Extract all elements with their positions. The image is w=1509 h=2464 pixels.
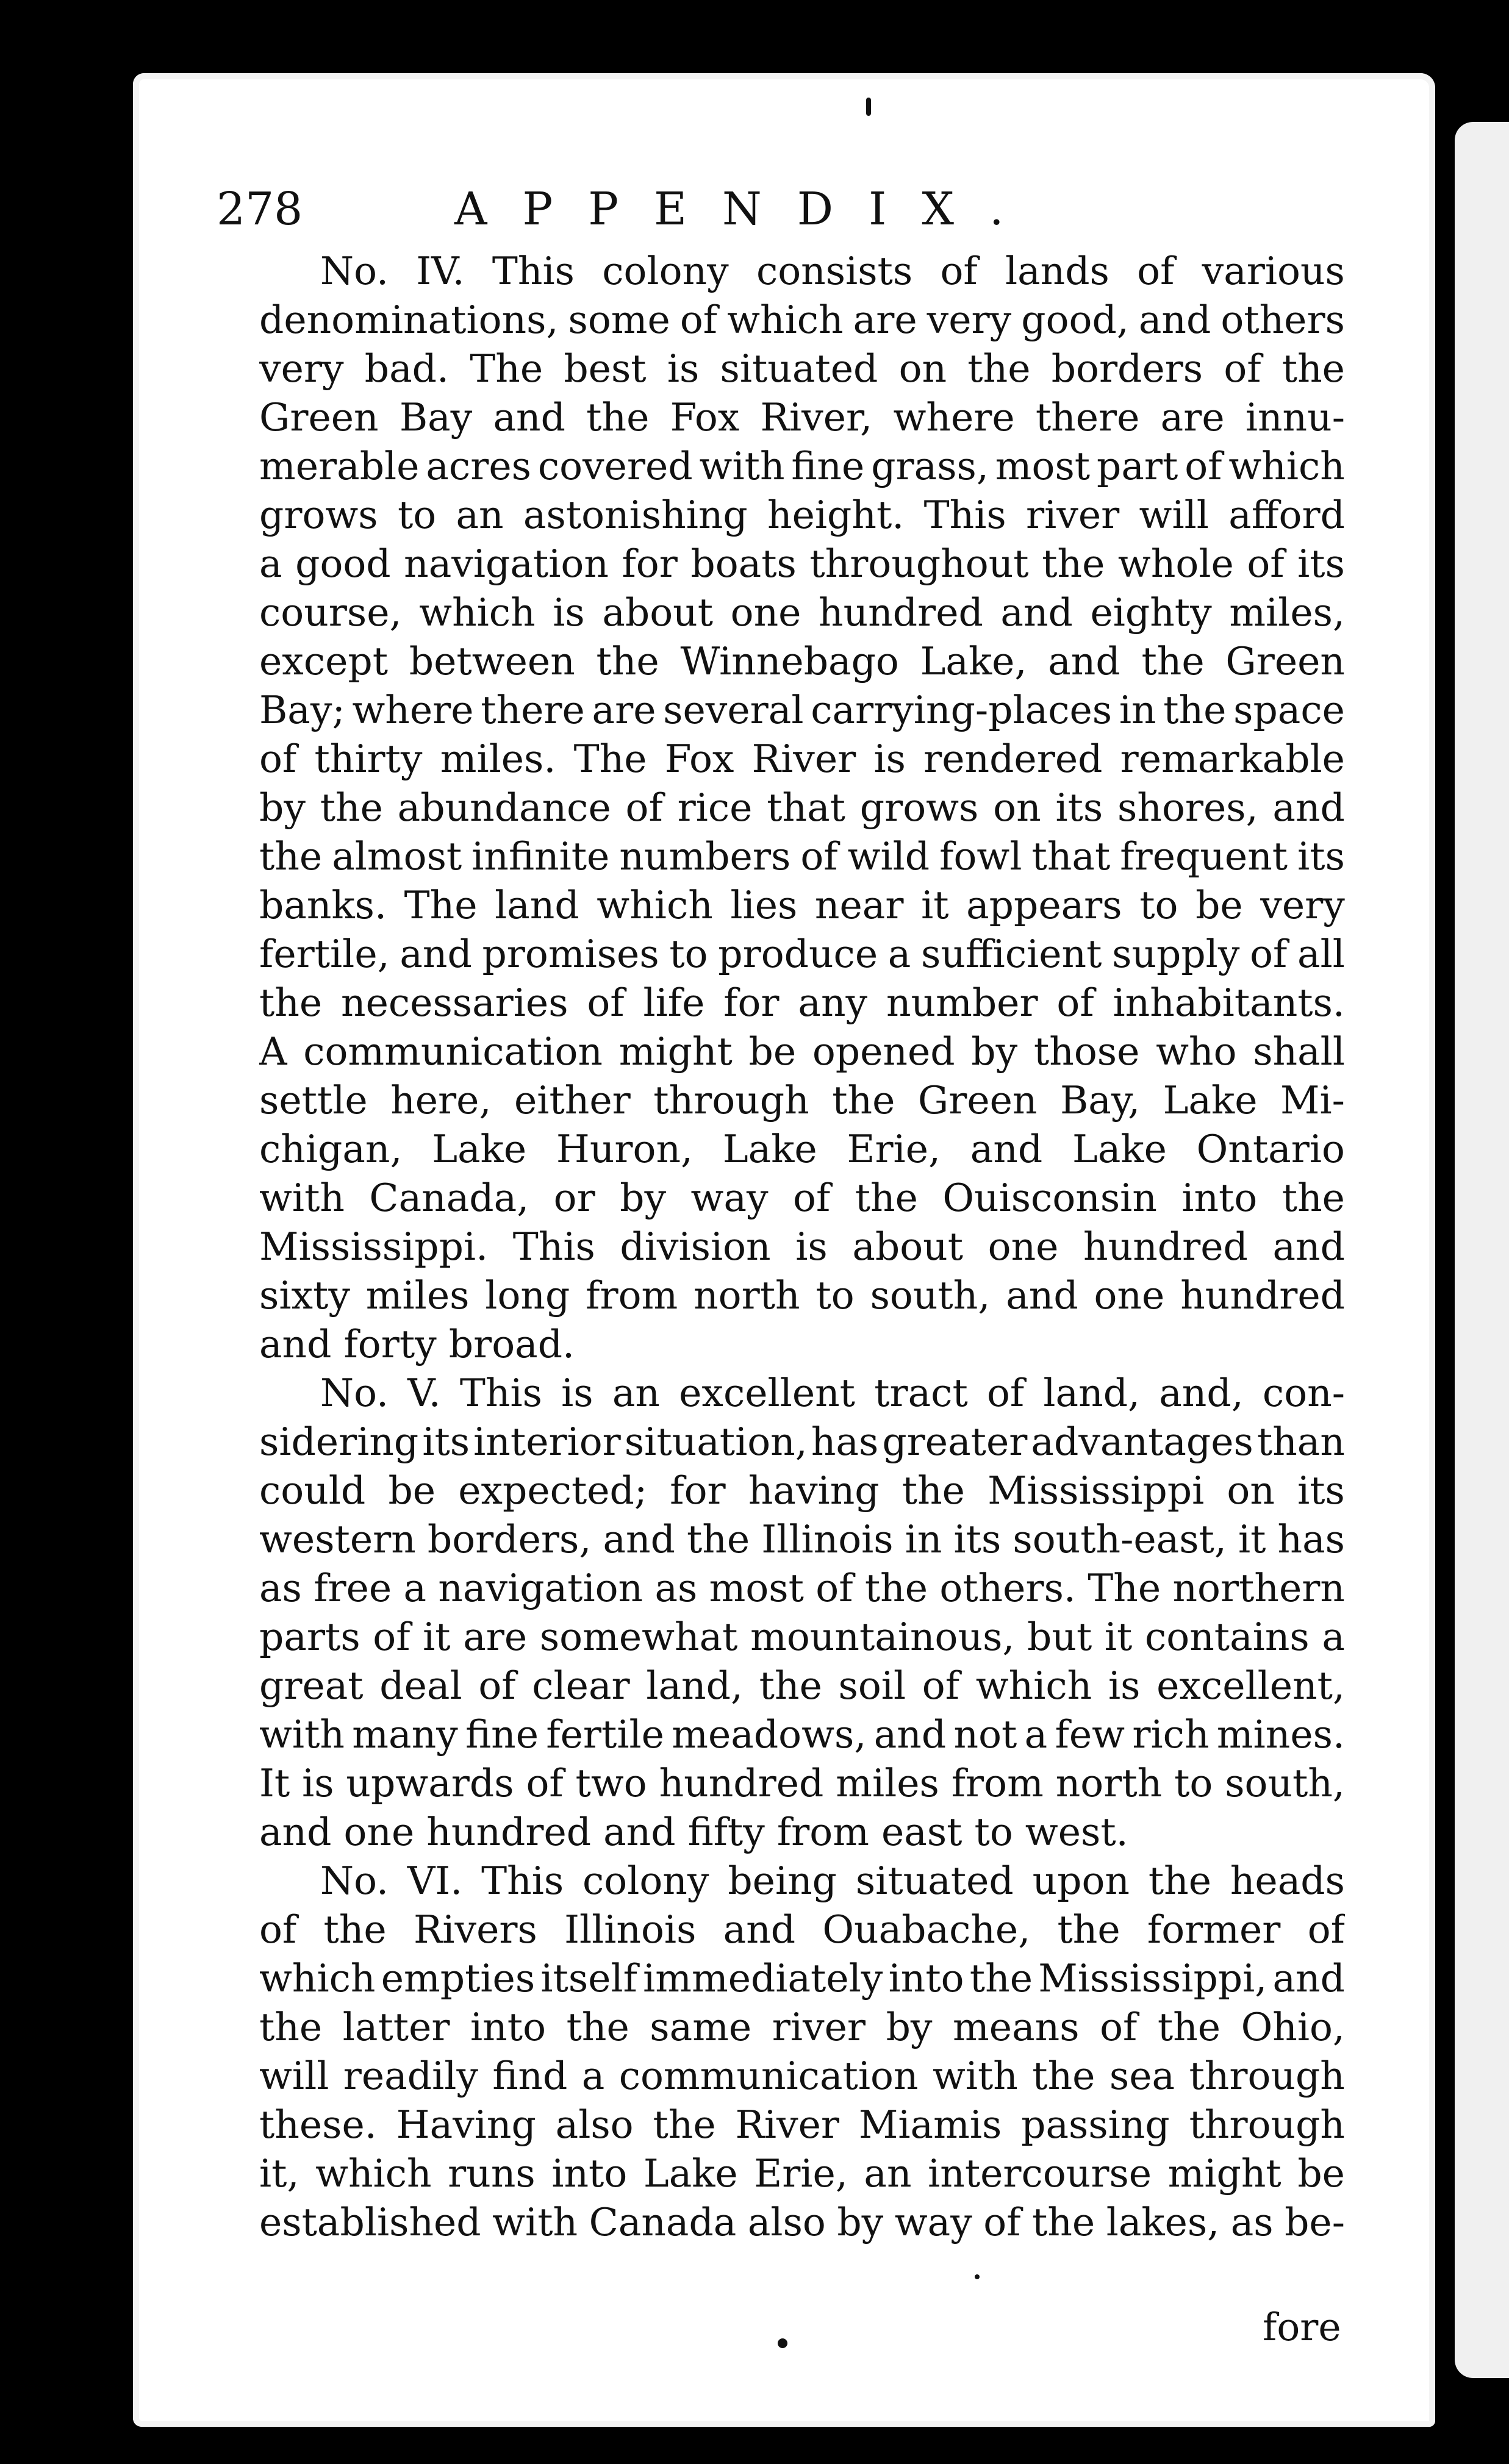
- text-line: No. V. This is an excellent tract of land, and, con-: [320, 1371, 1345, 1415]
- text-line: fertile, and promises to produce a sufficient supply of all: [259, 932, 1345, 976]
- text-line: with Canada, or by way of the Ouisconsin into the: [259, 1176, 1345, 1220]
- ink-speck: [866, 98, 871, 116]
- text-line: western borders, and the Illinois in its south-east, it has: [259, 1517, 1345, 1562]
- ink-speck: [778, 2338, 787, 2348]
- text-line: course, which is about one hundred and eighty miles,: [259, 590, 1345, 635]
- text-line: and one hundred and fifty from east to west.: [259, 1810, 1128, 1854]
- text-line: the latter into the same river by means of the Ohio,: [259, 2005, 1345, 2049]
- adjacent-page-edge: [1455, 122, 1509, 2378]
- text-line: parts of it are somewhat mountainous, but it contains a: [259, 1615, 1345, 1659]
- page-number: 278: [217, 183, 303, 235]
- text-line: Mississippi. This division is about one hundred and: [259, 1224, 1345, 1269]
- text-line: it, which runs into Lake Erie, an intercourse might be: [259, 2151, 1345, 2196]
- text-line: No. IV. This colony consists of lands of various: [320, 249, 1345, 293]
- text-line: these. Having also the River Miamis passing through: [259, 2102, 1345, 2147]
- text-line: settle here, either through the Green Bay, Lake Mi-: [259, 1078, 1345, 1123]
- text-line: as free a navigation as most of the others. The northern: [259, 1566, 1345, 1610]
- text-line: very bad. The best is situated on the borders of the: [259, 346, 1345, 391]
- text-line: chigan, Lake Huron, Lake Erie, and Lake Ontario: [259, 1127, 1345, 1171]
- text-line: merable acres covered with fine grass, most part of which: [259, 444, 1345, 488]
- text-line: could be expected; for having the Mississippi on its: [259, 1468, 1345, 1513]
- text-line: which empties itself immediately into the Mississippi, and: [259, 1956, 1345, 2001]
- body-text: [259, 247, 1345, 2247]
- catchword: fore: [1263, 2305, 1341, 2349]
- text-line: A communication might be opened by those who shall: [259, 1029, 1345, 1074]
- ink-speck: [975, 2274, 980, 2279]
- text-line: No. VI. This colony being situated upon the heads: [320, 1859, 1345, 1903]
- text-line: by the abundance of rice that grows on its shores, and: [259, 785, 1345, 830]
- text-line: except between the Winnebago Lake, and the Green: [259, 639, 1345, 684]
- text-line: sixty miles long from north to south, and one hundred: [259, 1273, 1345, 1318]
- text-line: great deal of clear land, the soil of which is excellent,: [259, 1663, 1345, 1708]
- text-line: and forty broad.: [259, 1322, 575, 1366]
- text-line: sidering its interior situation, has greater advantages than: [259, 1419, 1345, 1464]
- text-line: banks. The land which lies near it appears to be very: [259, 883, 1345, 927]
- text-line: with many fine fertile meadows, and not a few rich mines.: [259, 1712, 1345, 1757]
- text-line: Green Bay and the Fox River, where there are innu-: [259, 395, 1345, 440]
- text-line: a good navigation for boats throughout the whole of its: [259, 541, 1345, 586]
- text-line: established with Canada also by way of the lakes, as be-: [259, 2200, 1345, 2244]
- text-line: of the Rivers Illinois and Ouabache, the former of: [259, 1907, 1345, 1952]
- text-line: will readily find a communication with the sea through: [259, 2054, 1345, 2098]
- running-head: [217, 183, 1125, 238]
- text-line: the almost infinite numbers of wild fowl that frequent its: [259, 834, 1345, 879]
- text-line: It is upwards of two hundred miles from north to south,: [259, 1761, 1345, 1805]
- text-line: the necessaries of life for any number of inhabitants.: [259, 980, 1345, 1025]
- text-line: grows to an astonishing height. This river will afford: [259, 493, 1345, 537]
- text-line: Bay; where there are several carrying-places in the space: [259, 688, 1345, 732]
- text-line: denominations, some of which are very good, and others: [259, 298, 1345, 342]
- running-title: APPENDIX.: [454, 183, 1039, 235]
- text-line: of thirty miles. The Fox River is rendered remarkable: [259, 737, 1345, 781]
